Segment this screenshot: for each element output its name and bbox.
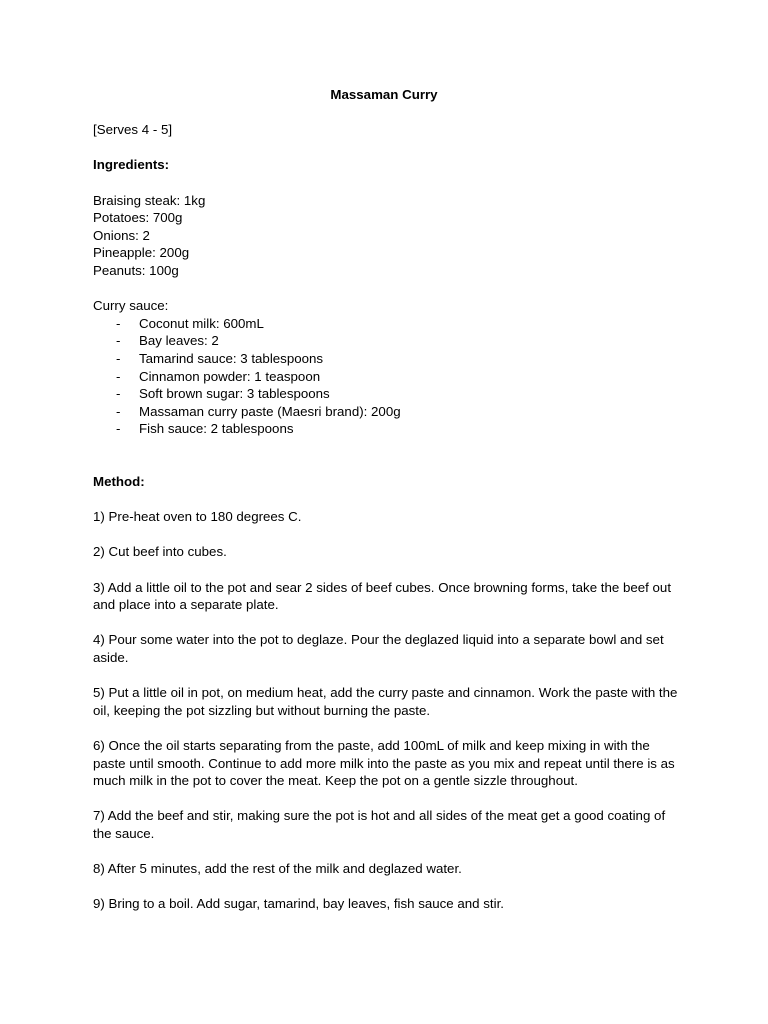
curry-sauce-item-text: Coconut milk: 600mL <box>139 315 264 331</box>
list-dash: - <box>116 368 121 384</box>
curry-sauce-item-text: Massaman curry paste (Maesri brand): 200g <box>139 403 401 419</box>
method-step: 5) Put a little oil in pot, on medium heat, add the curry paste and cinnamon. Work the paste with the oil, keeping the pot sizzling but without burning the paste. <box>93 685 678 718</box>
curry-sauce-item-text: Tamarind sauce: 3 tablespoons <box>139 350 324 366</box>
method-step: 2) Cut beef into cubes. <box>93 544 227 560</box>
curry-sauce-item <box>93 403 683 421</box>
method-step: 9) Bring to a boil. Add sugar, tamarind, bay leaves, fish sauce and stir. <box>93 896 504 912</box>
spacer <box>93 438 683 473</box>
method-step: 4) Pour some water into the pot to deglaze. Pour the deglazed liquid into a separate bowl and set aside. <box>93 632 664 665</box>
list-dash: - <box>116 315 121 331</box>
ingredients-heading: Ingredients: <box>93 157 170 173</box>
spacer <box>93 790 683 808</box>
spacer <box>93 614 683 632</box>
ingredients-list <box>93 192 683 280</box>
curry-sauce-item <box>93 315 683 333</box>
ingredient-item: Pineapple: 200g <box>93 245 190 261</box>
spacer <box>93 667 683 685</box>
method-step: 8) After 5 minutes, add the rest of the milk and deglazed water. <box>93 861 462 877</box>
ingredient-item: Onions: 2 <box>93 227 150 243</box>
list-dash: - <box>116 350 121 366</box>
spacer <box>93 843 683 861</box>
document-title: Massaman Curry <box>330 87 438 102</box>
document-page <box>93 86 683 913</box>
ingredient-item: Peanuts: 100g <box>93 262 179 278</box>
curry-sauce-item-text: Soft brown sugar: 3 tablespoons <box>139 386 330 402</box>
spacer <box>93 491 683 509</box>
curry-sauce-item-text: Fish sauce: 2 tablespoons <box>139 421 294 437</box>
serves-text: [Serves 4 - 5] <box>93 122 173 138</box>
method-step: 6) Once the oil starts separating from the paste, add 100mL of milk and keep mixing in with the paste until smooth. Continue to add more milk into the paste as you mix and repeat until there is as much milk in the pot to cover the meat. Keep the pot on a gentle sizzle throughout. <box>93 737 675 789</box>
method-step: 7) Add the beef and stir, making sure the pot is hot and all sides of the meat get a good coating of the sauce. <box>93 808 666 841</box>
ingredient-item: Braising steak: 1kg <box>93 192 206 208</box>
spacer <box>93 174 683 192</box>
list-dash: - <box>116 333 121 349</box>
curry-sauce-item <box>93 420 683 438</box>
list-dash: - <box>116 403 121 419</box>
curry-sauce-item <box>93 350 683 368</box>
spacer <box>93 139 683 157</box>
list-dash: - <box>116 421 121 437</box>
method-step: 3) Add a little oil to the pot and sear 2 sides of beef cubes. Once browning forms, take the beef out and place into a separate plate. <box>93 579 672 613</box>
curry-sauce-list <box>93 315 683 438</box>
spacer <box>93 280 683 298</box>
method-step: 1) Pre-heat oven to 180 degrees C. <box>93 509 302 525</box>
curry-sauce-item <box>93 332 683 350</box>
spacer <box>93 878 683 896</box>
ingredient-item: Potatoes: 700g <box>93 210 183 226</box>
spacer <box>93 719 683 737</box>
spacer <box>93 561 683 579</box>
curry-sauce-item <box>93 385 683 403</box>
list-dash: - <box>116 386 121 402</box>
spacer <box>93 526 683 544</box>
curry-sauce-item-text: Cinnamon powder: 1 teaspoon <box>139 368 321 384</box>
spacer <box>93 104 683 122</box>
method-heading: Method: <box>93 474 145 490</box>
curry-sauce-item-text: Bay leaves: 2 <box>139 333 219 349</box>
curry-sauce-item <box>93 368 683 386</box>
curry-sauce-heading: Curry sauce: <box>93 298 169 314</box>
